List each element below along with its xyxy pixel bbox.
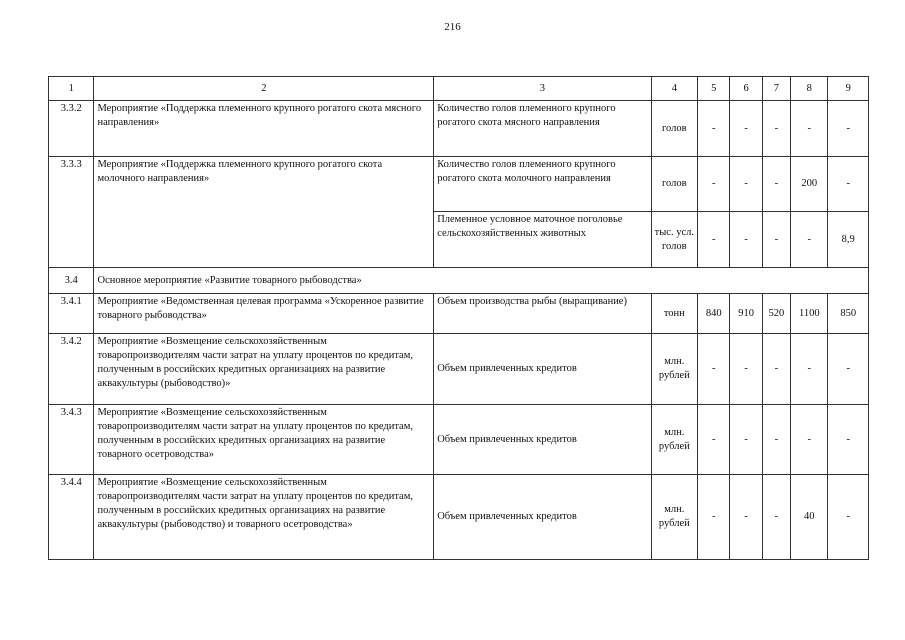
value-cell: - (698, 405, 730, 475)
table-row (49, 405, 869, 475)
event-name: Мероприятие «Возмещение сельскохозяйственным товаропроизводителям части затрат на уплату процентов по кредитам, полученным в российских кредитных организациях на развитие товарного осетроводства» (94, 405, 434, 475)
section-row (49, 268, 869, 294)
unit-cell: тыс. усл. голов (651, 212, 698, 268)
value-cell: - (791, 405, 828, 475)
value-cell: - (828, 157, 869, 212)
row-number: 3.4.1 (49, 294, 94, 334)
value-cell: - (730, 157, 762, 212)
value-cell: - (698, 475, 730, 560)
unit-cell: голов (651, 101, 698, 157)
indicator-name: Количество голов племенного крупного рогатого скота молочного направления (434, 157, 651, 212)
value-cell: - (698, 101, 730, 157)
value-cell: - (698, 334, 730, 405)
value-cell: 520 (762, 294, 790, 334)
header-cell: 6 (730, 77, 762, 101)
header-cell: 2 (94, 77, 434, 101)
indicator-name: Объем производства рыбы (выращивание) (434, 294, 651, 334)
event-name: Мероприятие «Поддержка племенного крупного рогатого скота молочного направления» (94, 157, 434, 268)
value-cell: - (828, 101, 869, 157)
row-number: 3.4 (49, 268, 94, 294)
row-number: 3.4.3 (49, 405, 94, 475)
header-cell: 4 (651, 77, 698, 101)
header-cell: 1 (49, 77, 94, 101)
value-cell: - (762, 101, 790, 157)
indicator-name: Племенное условное маточное поголовье сельскохозяйственных животных (434, 212, 651, 268)
row-number: 3.3.2 (49, 101, 94, 157)
value-cell: - (791, 334, 828, 405)
row-number: 3.4.4 (49, 475, 94, 560)
event-name: Мероприятие «Возмещение сельскохозяйственным товаропроизводителям части затрат на уплату процентов по кредитам, полученным в российских кредитных организациях на развитие аквакультуры (рыбоводство)» (94, 334, 434, 405)
table-row (49, 294, 869, 334)
value-cell: - (828, 334, 869, 405)
value-cell: - (762, 212, 790, 268)
header-cell: 8 (791, 77, 828, 101)
indicator-name: Объем привлеченных кредитов (434, 405, 651, 475)
value-cell: - (791, 212, 828, 268)
section-title: Основное мероприятие «Развитие товарного рыбоводства» (94, 268, 869, 294)
value-cell: 8,9 (828, 212, 869, 268)
event-name: Мероприятие «Поддержка племенного крупного рогатого скота мясного направления» (94, 101, 434, 157)
value-cell: 1100 (791, 294, 828, 334)
unit-cell: тонн (651, 294, 698, 334)
unit-cell: млн. рублей (651, 475, 698, 560)
value-cell: - (762, 157, 790, 212)
event-name: Мероприятие «Возмещение сельскохозяйственным товаропроизводителям части затрат на уплату процентов по кредитам, полученным в российских кредитных организациях на развитие аквакультуры (рыбоводство) и товарного осетроводства» (94, 475, 434, 560)
page-number: 216 (444, 21, 461, 33)
table-row (49, 334, 869, 405)
header-cell: 3 (434, 77, 651, 101)
value-cell: 200 (791, 157, 828, 212)
indicators-table (48, 76, 869, 560)
value-cell: - (762, 475, 790, 560)
row-number: 3.4.2 (49, 334, 94, 405)
table-row (49, 475, 869, 560)
value-cell: 840 (698, 294, 730, 334)
unit-cell: млн. рублей (651, 334, 698, 405)
value-cell: - (762, 405, 790, 475)
table-header-row (49, 77, 869, 101)
unit-cell: голов (651, 157, 698, 212)
value-cell: 910 (730, 294, 762, 334)
value-cell: 40 (791, 475, 828, 560)
value-cell: - (730, 475, 762, 560)
table-row (49, 101, 869, 157)
value-cell: - (828, 405, 869, 475)
header-cell: 7 (762, 77, 790, 101)
header-cell: 9 (828, 77, 869, 101)
unit-cell: млн. рублей (651, 405, 698, 475)
indicator-name: Объем привлеченных кредитов (434, 334, 651, 405)
value-cell: - (698, 212, 730, 268)
value-cell: - (828, 475, 869, 560)
value-cell: - (730, 334, 762, 405)
value-cell: 850 (828, 294, 869, 334)
indicator-name: Объем привлеченных кредитов (434, 475, 651, 560)
row-number: 3.3.3 (49, 157, 94, 268)
value-cell: - (730, 101, 762, 157)
value-cell: - (791, 101, 828, 157)
value-cell: - (730, 212, 762, 268)
header-cell: 5 (698, 77, 730, 101)
event-name: Мероприятие «Ведомственная целевая программа «Ускоренное развитие товарного рыбоводства» (94, 294, 434, 334)
table-row (49, 157, 869, 212)
value-cell: - (698, 157, 730, 212)
value-cell: - (730, 405, 762, 475)
value-cell: - (762, 334, 790, 405)
indicator-name: Количество голов племенного крупного рогатого скота мясного направления (434, 101, 651, 157)
